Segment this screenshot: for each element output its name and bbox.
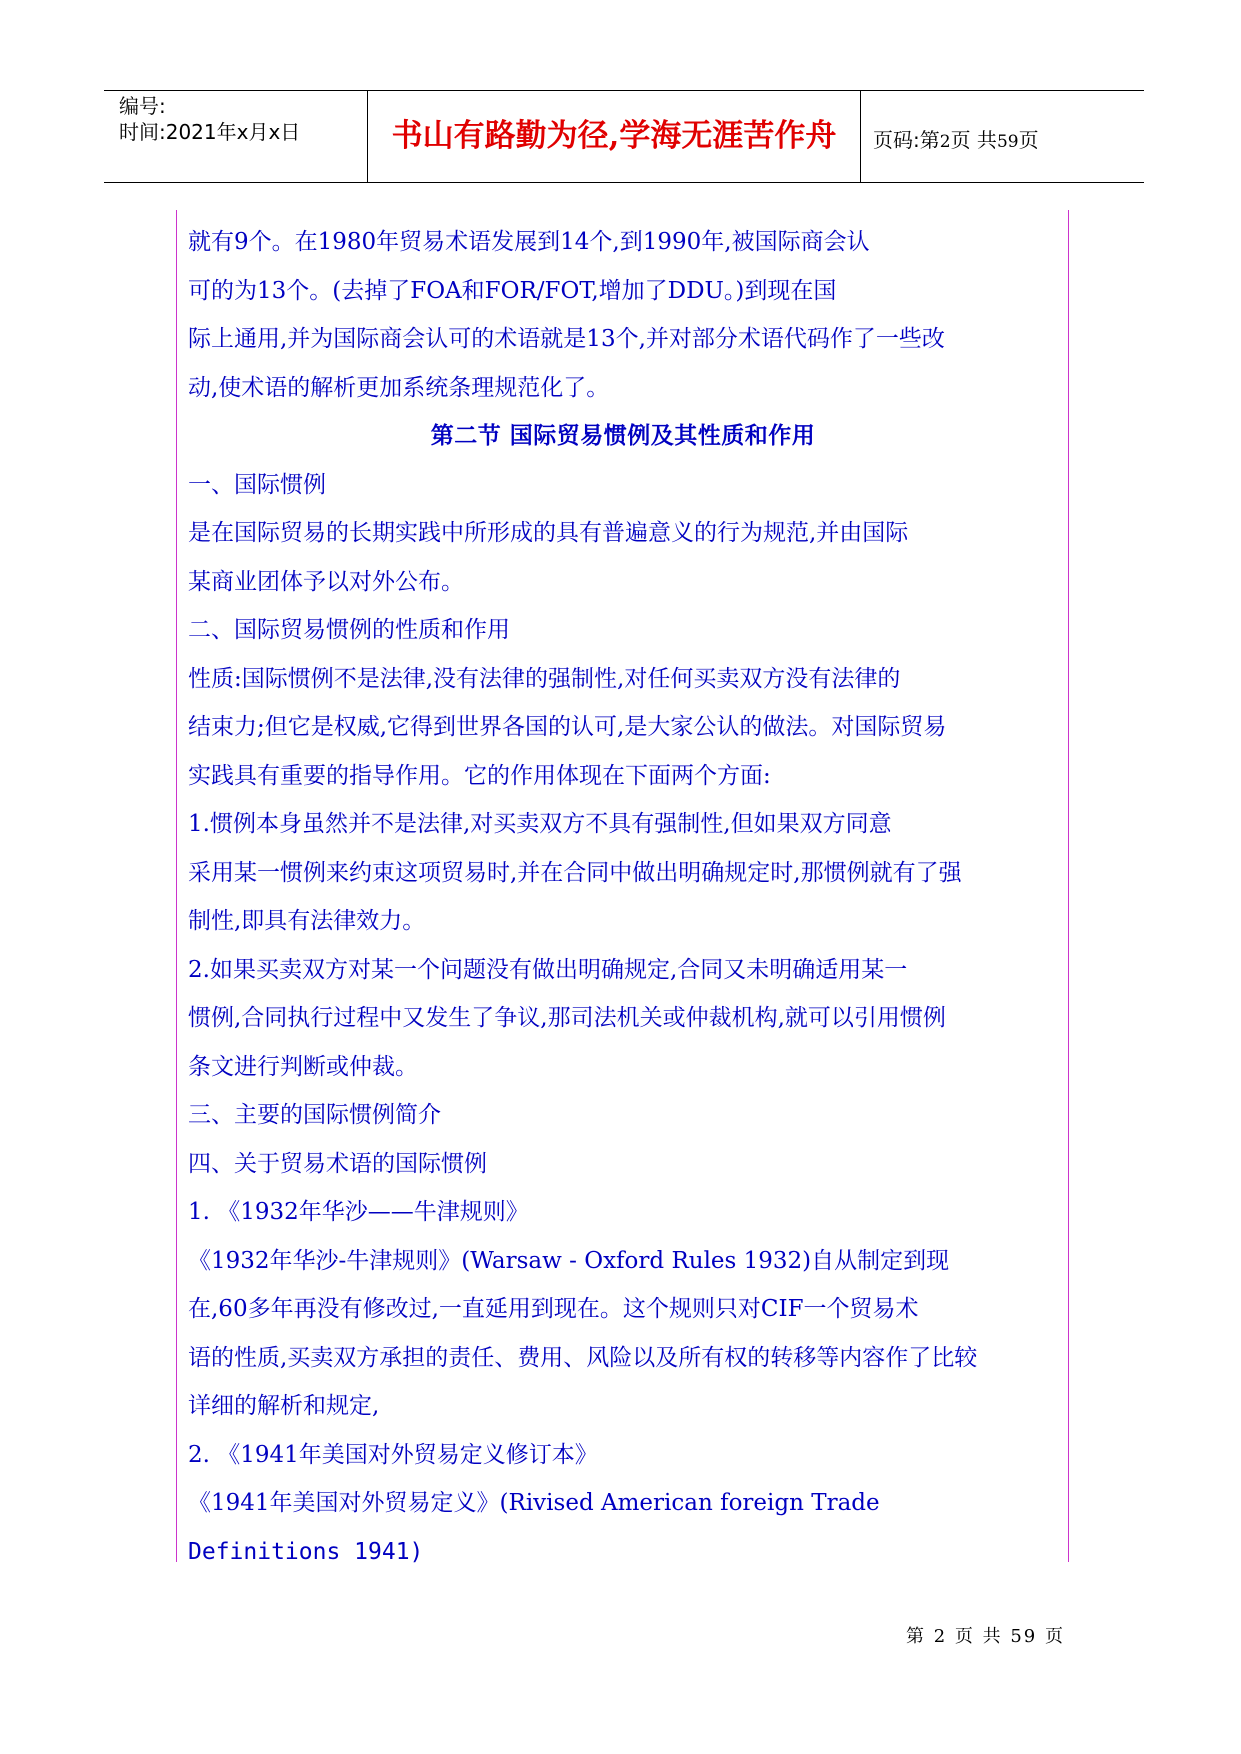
body-line: 三、主要的国际惯例简介 xyxy=(188,1102,441,1128)
document-body xyxy=(188,218,1058,1576)
body-line: 四、关于贸易术语的国际惯例 xyxy=(188,1150,487,1177)
page-footer: 第 2 页 共 59 页 xyxy=(906,1626,1065,1647)
body-line: 制性,即具有法律效力。 xyxy=(188,908,426,934)
body-line: Definitions 1941) xyxy=(188,1538,424,1565)
body-line: 1.惯例本身虽然并不是法律,对买卖双方不具有强制性,但如果双方同意 xyxy=(188,811,892,837)
body-line: 可的为13个。(去掉了FOA和FOR/FOT,增加了DDU。)到现在国 xyxy=(188,277,837,304)
body-line: 就有9个。在1980年贸易术语发展到14个,到1990年,被国际商会认 xyxy=(188,229,870,255)
header-divider-left xyxy=(367,90,368,183)
body-left-border xyxy=(176,210,177,1562)
header-motto: 书山有路勤为径,学海无涯苦作舟 xyxy=(391,118,837,154)
body-line: 2. 《1941年美国对外贸易定义修订本》 xyxy=(188,1441,598,1468)
body-line: 际上通用,并为国际商会认可的术语就是13个,并对部分术语代码作了一些改 xyxy=(188,326,945,352)
header-top-rule xyxy=(104,90,1144,91)
page-label-mid: 页 共 xyxy=(950,128,997,152)
body-line: 二、国际贸易惯例的性质和作用 xyxy=(188,617,510,643)
serial-label: 编号: xyxy=(119,94,166,118)
body-line: 条文进行判断或仲裁。 xyxy=(188,1053,418,1080)
body-line: 1. 《1932年华沙——牛津规则》 xyxy=(188,1199,529,1225)
page-label-end: 页 xyxy=(1018,128,1039,152)
section-heading: 第二节 国际贸易惯例及其性质和作用 xyxy=(430,423,816,449)
body-line: 一、国际惯例 xyxy=(188,471,326,498)
header-bottom-rule xyxy=(104,182,1144,183)
body-line: 《1941年美国对外贸易定义》(Rivised American foreign Trade xyxy=(188,1490,880,1516)
page-number: 2 xyxy=(939,132,951,152)
body-line: 动,使术语的解析更加系统条理规范化了。 xyxy=(188,374,610,401)
page-label-prefix: 页码:第 xyxy=(873,128,940,152)
header-page-indicator xyxy=(873,124,1039,153)
body-line: 语的性质,买卖双方承担的责任、费用、风险以及所有权的转移等内容作了比较 xyxy=(188,1344,978,1371)
page-total: 59 xyxy=(996,132,1019,152)
body-line: 详细的解析和规定, xyxy=(188,1393,380,1419)
body-line: 《1932年华沙-牛津规则》(Warsaw - Oxford Rules 1932)自从制定到现 xyxy=(188,1247,950,1274)
body-right-border xyxy=(1068,210,1069,1562)
body-line: 性质:国际惯例不是法律,没有法律的强制性,对任何买卖双方没有法律的 xyxy=(188,665,901,692)
header-divider-right xyxy=(860,90,861,183)
body-line: 采用某一惯例来约束这项贸易时,并在合同中做出明确规定时,那惯例就有了强 xyxy=(188,859,962,886)
time-label: 时间:2021年x月x日 xyxy=(119,120,301,144)
body-line: 某商业团体予以对外公布。 xyxy=(188,568,464,595)
body-line: 惯例,合同执行过程中又发生了争议,那司法机关或仲裁机构,就可以引用惯例 xyxy=(188,1005,946,1031)
body-line: 2.如果买卖双方对某一个问题没有做出明确规定,合同又未明确适用某一 xyxy=(188,956,908,983)
body-line: 在,60多年再没有修改过,一直延用到现在。这个规则只对CIF一个贸易术 xyxy=(188,1296,919,1322)
body-line: 实践具有重要的指导作用。它的作用体现在下面两个方面: xyxy=(188,762,771,789)
body-line: 结束力;但它是权威,它得到世界各国的认可,是大家公认的做法。对国际贸易 xyxy=(188,714,947,740)
body-line: 是在国际贸易的长期实践中所形成的具有普遍意义的行为规范,并由国际 xyxy=(188,520,909,546)
